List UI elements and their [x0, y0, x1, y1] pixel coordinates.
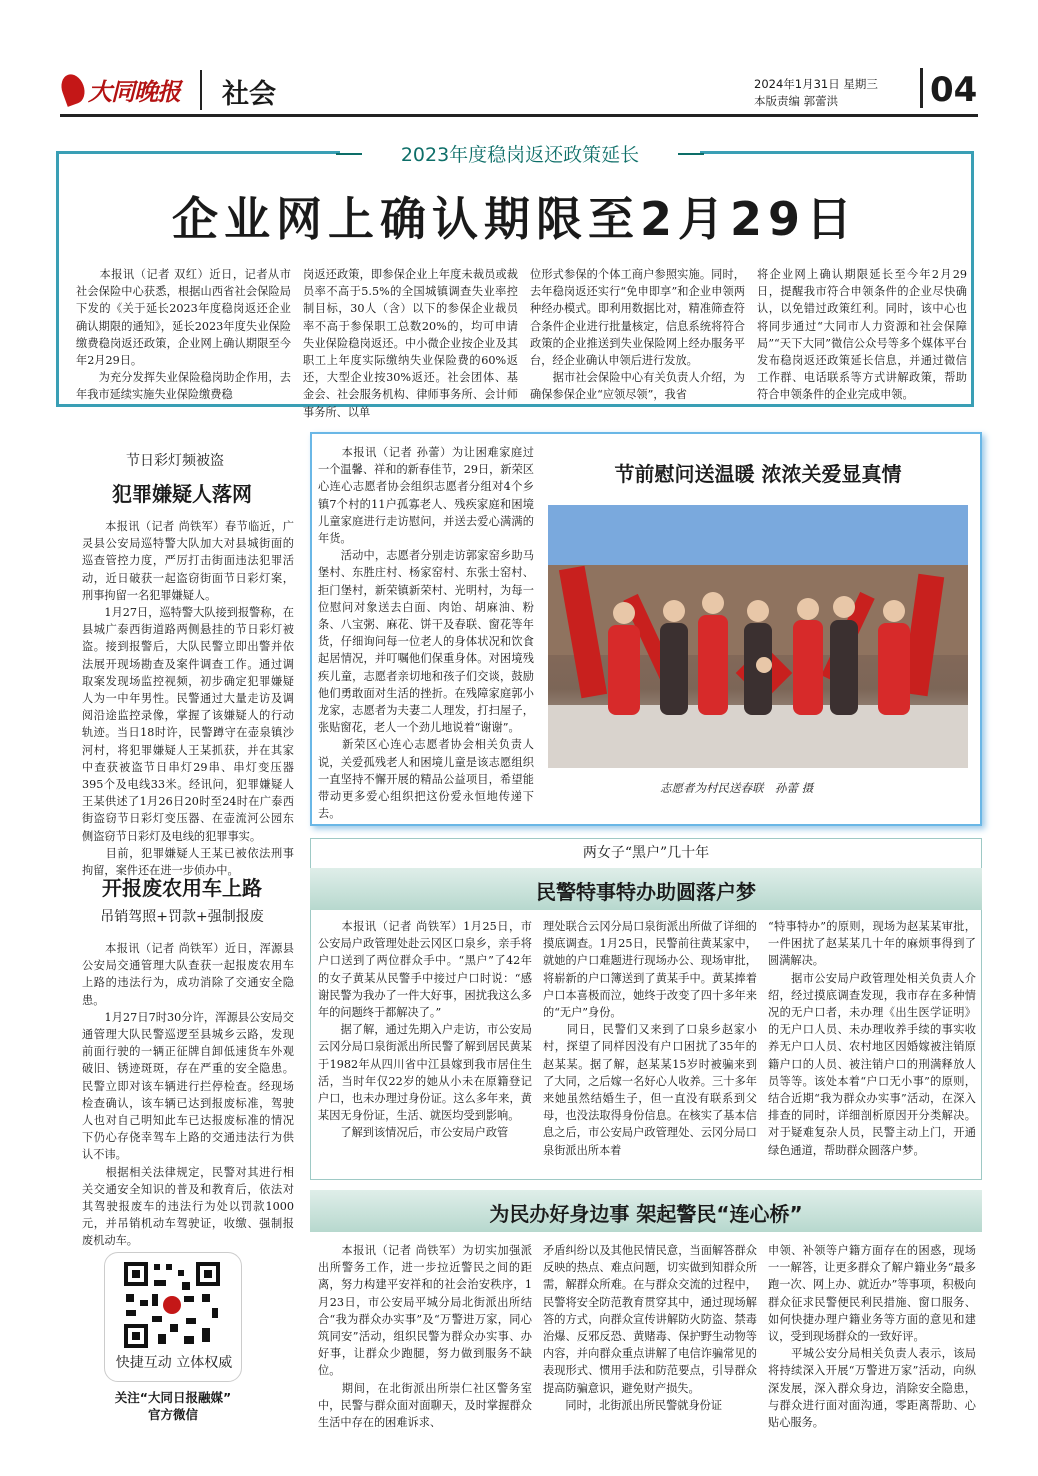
hukou-column-3: “特事特办”的原则，现场为赵某某审批，一件困扰了赵某某几十年的麻烦事得到了圆满解决。 据市公安局户政管理处相关负责人介绍，经过摸底调查发现，我市存在多种情况的无户口者，未办理《出生医学证明》的无户口人员、未办理收养手续的事实收养无户口人员、农村地区因婚嫁被注销原籍户口的人员、被注销户口的刑满释放人员等等。该处本着“户口无小事”的原则，结合近期“我为群众办实事”活动，在深入排查的同时，详细剖析原因开分类解决。对于疑难复杂人员，民警主动上门，开通绿色通道，帮助群众圆落户梦。	[768, 920, 976, 1157]
lead-column-2: 岗返还政策，即参保企业上年度未裁员或裁员率不高于5.5%的全国城镇调查失业率控制目标，30人（含）以下的参保企业裁员率不高于参保职工总数20%的，均可申请失业保险稳岗返还。中小微企业按企业及其职工上年度实际缴纳失业保险费的60%返还，大型企业按30%返还。社会团体、基金会、社会服务机构、律师事务所、会计师事务所、以单	[303, 268, 518, 419]
qr-official-wechat: 官方微信	[147, 1407, 198, 1422]
section-name: 社会	[222, 79, 276, 110]
theft-body: 本报讯（记者 尚铁军）春节临近，广灵县公安局巡特警大队加大对县城街面的巡查管控力度，严厉打击街面违法犯罪活动，近日破获一起盗窃街面节日彩灯案，刑事拘留一名犯罪嫌疑人。 1月27日，巡特警大队接到报警称，在县城广泰西街道路两侧悬挂的节日彩灯被盗。接到报警后，大队民警立即出警并依法展开现场勘查及案件调查工作。通过调取案发现场监控视频，初步确定犯罪嫌疑人为一中年男性。民警通过大量走访及调阅沿途监控录像，掌握了该嫌疑人的行动轨迹。当日18时许，民警蹲守在壶泉镇沙河村，将犯罪嫌疑人王某抓获，并在其家中查获被盗节日串灯29串、串灯变压器395个及电线33米。经讯问，犯罪嫌疑人王某供述了1月26日20时至24时在广泰西街盗窃节日彩灯变压器、在壶流河公园东侧盗窃节日彩灯及电线的犯罪事实。 目前，犯罪嫌疑人王某已被依法刑事拘留，案件还在进一步侦办中。	[82, 520, 294, 878]
wechat-qr-code[interactable]	[122, 1260, 222, 1350]
theft-kicker: 节日彩灯频被盗	[126, 453, 224, 469]
qr-code-icon	[122, 1260, 222, 1350]
bridge-headline: 为民办好身边事 架起警民“连心桥”	[489, 1202, 803, 1226]
volunteers-holding-couplets-image	[548, 505, 968, 768]
masthead-divider	[200, 70, 202, 110]
issue-date: 2024年1月31日 星期三	[754, 77, 878, 91]
hukou-column-1: 本报讯（记者 尚铁军）1月25日，市公安局户政管理处赴云冈区口泉乡，亲手将户口送到了两位群众手中。“黑户”了42年的女子黄某从民警手中接过户口时说：“感谢民警为我办了一件大好事，困扰我这么多年的问题终于都解决了。” 据了解，通过先期入户走访，市公安局云冈分局口泉街派出所民警了解到居民黄某于1982年从四川省中江县嫁到我市居住生活，当时年仅22岁的她从小未在原籍登记户口，也未办理过身份证。这么多年来，黄某因无身份证，生活、就医均受到影响。 了解到该情况后，市公安局户政管	[318, 920, 532, 1140]
lead-kicker: 2023年度稳岗返还政策延长	[340, 140, 700, 168]
hukou-kicker: 两女子“黑户”几十年	[582, 845, 710, 861]
masthead-rule	[60, 114, 978, 117]
bridge-column-2: 矛盾纠纷以及其他民情民意，当面解答群众反映的热点、难点问题，切实做到知群众所需，解群众所难。在与群众交流的过程中，民警将安全防范教育贯穿其中，通过现场解答的方式，向群众宣传讲解防火防盗、禁毒治爆、反邪反恐、黄赌毒、保护野生动物等内容，并向群众重点讲解了电信诈骗常见的表现形式、惯用手法和防范要点，引导群众提高防骗意识，避免财产损失。 同时，北街派出所民警就身份证	[543, 1244, 757, 1412]
vehicle-subhead: 吊销驾照+罚款+强制报废	[100, 909, 264, 925]
vehicle-headline: 开报废农用车上路	[102, 876, 262, 900]
volunteer-photo-caption: 志愿者为村民送春联 孙蕾 摄	[660, 781, 814, 795]
volunteer-body: 本报讯（记者 孙蕾）为让困难家庭过一个温馨、祥和的新春佳节，29日，新荣区心连心志愿者协会组织志愿者分组对4个乡镇7个村的11户孤寡老人、残疾家庭和困境儿童家庭进行走访慰问，并送去爱心满满的年货。 活动中，志愿者分别走访郭家窑乡助马堡村、东胜庄村、杨家窑村、东张士窑村、拒门堡村，新荣镇新荣村、光明村，为每一位慰问对象送去白面、肉饴、胡麻油、粉条、八宝粥、麻花、饼干及春联、窗花等年货，仔细询问每一位老人的身体状况和饮食起居情况，并叮嘱他们保重身体。对困境残疾儿童，志愿者亲切地和孩子们交谈，鼓励他们勇敢面对生活的挫折。在残障家庭郭小龙家，志愿者为夫妻二人理发，打扫屋子，张贴窗花，老人一个劲儿地说着“谢谢”。 新荣区心连心志愿者协会相关负责人说，关爱孤残老人和困境儿童是该志愿组织一直坚持不懈开展的精品公益项目，希望能带动更多爱心组织把这份爱永恒地传递下去。	[318, 446, 534, 821]
qr-follow-line: 关注“大同日报融媒”	[114, 1390, 232, 1405]
lead-column-4: 将企业网上确认期限延长至今年2月29日，提醒我市符合申领条件的企业尽快确认，以免错过政策红利。同时，该中心也将同步通过“大同市人力资源和社会保障局”“天下大同”微信公众号等多个媒体平台发布稳岗返还政策延长信息，并通过微信工作群、电话联系等方式讲解政策，帮助符合申领条件的企业完成申领。	[757, 268, 967, 402]
logo-flame-icon	[58, 71, 89, 107]
page-number-divider	[920, 68, 923, 108]
issue-date-block	[754, 76, 878, 110]
lead-column-1: 本报讯（记者 双红）近日，记者从市社会保险中心获悉，根据山西省社会保险局下发的《关于延长2023年度稳岗返还企业确认期限的通知》，延长2023年度失业保险缴费稳岗返还政策，企业网上确认期限至今年2月29日。 为充分发挥失业保险稳岗助企作用，去年我市延续实施失业保险缴费稳	[76, 268, 291, 402]
bridge-column-3: 申领、补领等户籍方面存在的困惑，现场一一解答，让更多群众了解户籍业务“最多跑一次、网上办、就近办”等事项，积极向群众征求民警便民利民措施、窗口服务、如何快捷办理户籍业务等方面的意见和建议，受到现场群众的一致好评。 平城公安分局相关负责人表示，该局将持续深入开展“万警进万家”活动，向纵深发展，深入群众身边，消除安全隐患，与群众进行面对面沟通，零距离帮助、心贴心服务。	[768, 1244, 976, 1430]
bridge-column-1: 本报讯（记者 尚铁军）为切实加强派出所警务工作，进一步拉近警民之间的距离，努力构建平安祥和的社会治安秩序，1月23日，市公安局平城分局北街派出所结合“我为群众办实事”及“万警进万家，同心筑同安”活动，组织民警为群众办实事、办好事，让群众少跑腿，努力做到服务不缺位。 期间，在北街派出所崇仁社区警务室中，民警与群众面对面聊天，及时掌握群众生活中存在的困难诉求、	[318, 1244, 532, 1430]
newspaper-logo	[62, 68, 180, 110]
qr-slogan: 快捷互动 立体权威	[115, 1355, 233, 1371]
hukou-column-2: 理处联合云冈分局口泉街派出所做了详细的摸底调查。1月25日，民警前往黄某家中，就她的户口难题进行现场办公、现场审批，将崭新的户口簿送到了黄某手中。黄某捧着户口本喜极而泣，她终于改变了四十多年来的“无户”身份。 同日，民警们又来到了口泉乡赵家小村，探望了同样因没有户口困扰了35年的赵某某。据了解，赵某某15岁时被骗来到了大同，之后嫁一名好心人收养。三十多年来她虽然结婚生子，但一直没有联系到父母，也没法取得身份信息。在核实了基本信息之后，市公安局户政管理处、云冈分局口泉街派出所本着	[543, 920, 757, 1157]
theft-headline: 犯罪嫌疑人落网	[112, 482, 252, 506]
volunteer-headline: 节前慰问送温暖 浓浓关爱显真情	[614, 462, 902, 486]
lead-headline: 企业网上确认期限至2月29日	[171, 192, 859, 246]
logo-text: 大同晚报	[88, 77, 180, 106]
lead-column-3: 位形式参保的个体工商户参照实施。同时，去年稳岗返还实行“免申即享”和企业申领两种经办模式。即利用数据比对，精准筛查符合条件企业进行批量核定，信息系统将符合政策的企业推送到失业保险网上经办服务平台，经企业确认申领后进行发放。 据市社会保险中心有关负责人介绍，为确保参保企业“应领尽领”，我省	[530, 268, 745, 402]
hukou-headline: 民警特事特办助圆落户梦	[536, 880, 756, 904]
page-number: 04	[930, 70, 978, 110]
page-editor: 本版责编 郭蕾洪	[754, 94, 839, 108]
volunteer-photo	[548, 505, 968, 768]
vehicle-body: 本报讯（记者 尚铁军）近日，浑源县公安局交通管理大队查获一起报废农用车上路的违法行为，成功消除了交通安全隐患。 1月27日7时30分许，浑源县公安局交通管理大队民警巡逻至县城乡云路，发现前面行驶的一辆正征牌自卸低速货车外观破旧、锈迹斑斑，存在严重的安全隐患。民警立即对该车辆进行拦停检查。经现场检查确认，该车辆已达到报废标准，驾驶人也对自己明知此车已达报废标准的情况下仍心存侥幸驾车上路的交通违法行为供认不讳。 根据相关法律规定，民警对其进行相关交通安全知识的普及和教育后，依法对其驾驶报废车的违法行为处以罚款1000元，并吊销机动车驾驶证，收缴、强制报废机动车。	[82, 942, 294, 1248]
